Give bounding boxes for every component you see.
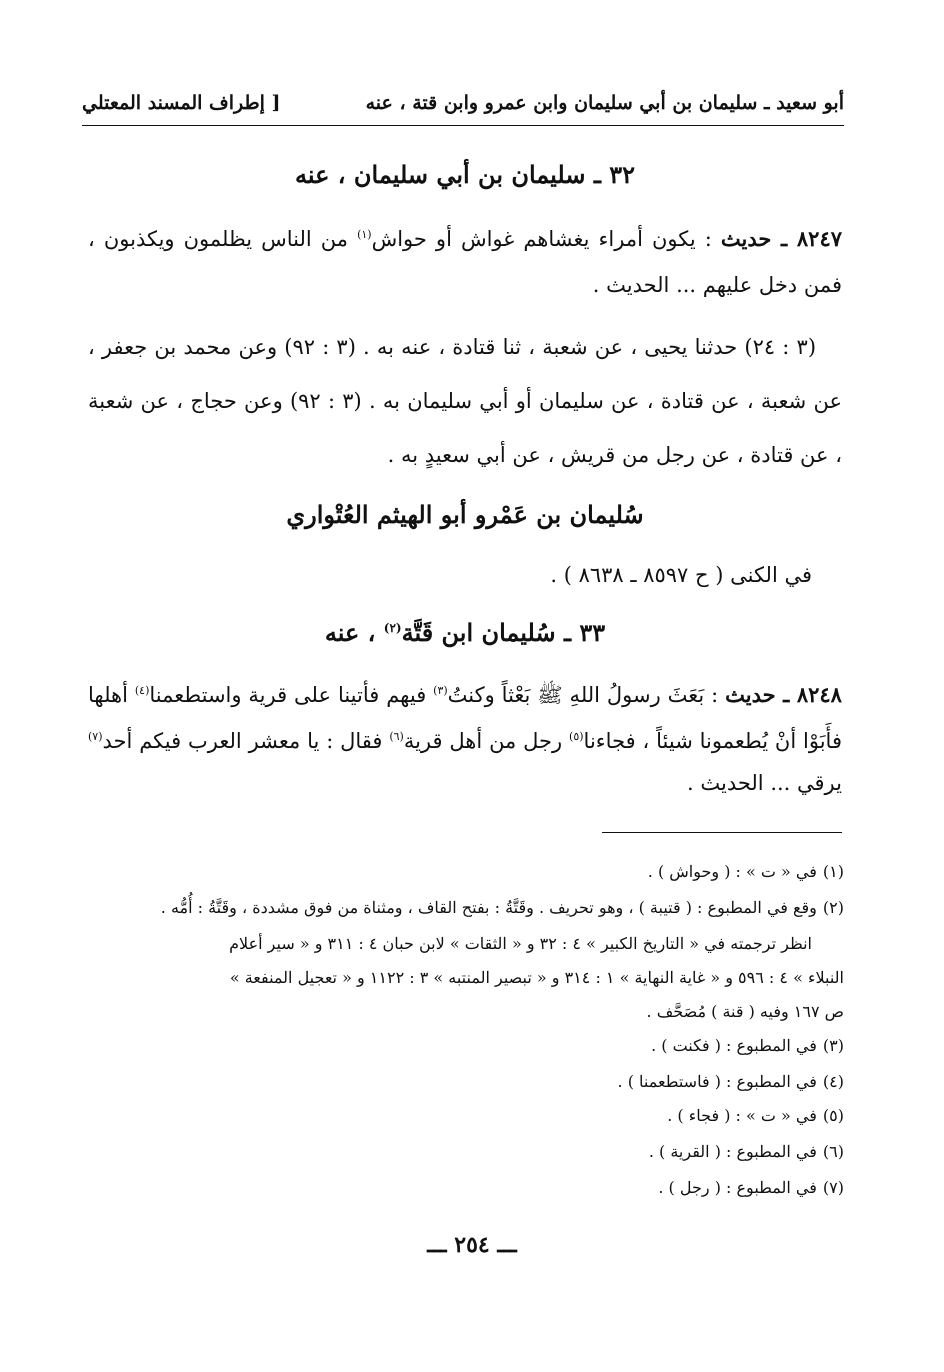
- footnote-7-number: (٧): [822, 1178, 844, 1197]
- page-number: ـــ ٢٥٤ ـــ: [427, 1232, 517, 1258]
- footnote-1: [88, 856, 844, 888]
- hadith-8247-isnad: (٣ : ٢٤) حدثنا يحيى ، عن شعبة ، ثنا قتادة ، عنه به . (٣ : ٩٢) وعن محمد بن جعفر ، عن شعبة ، عن قتادة ، عن سليمان أو أبي سليمان به . (٣ : ٩٢) وعن حجاج ، عن شعبة ، عن قتادة ، عن رجل من قريش ، عن أبي سعيدٍ به .: [88, 335, 842, 467]
- hadith-8248: [88, 670, 842, 804]
- footnote-4: [88, 1066, 844, 1098]
- footnote-ref-2: (٢): [383, 621, 402, 635]
- hadith-8247: [88, 212, 842, 308]
- footnote-6-text: في المطبوع : ( القرية ) .: [648, 1142, 817, 1161]
- section-33-title: [88, 618, 842, 647]
- footnote-2-line-2: انظر ترجمته في « التاريخ الكبير » ٤ : ٣٢ و « الثقات » لابن حبان ٤ : ٣١١ و « سير أعلام: [229, 934, 812, 953]
- footnote-6: [88, 1136, 844, 1168]
- hadith-8248-text-1: : بَعَثَ رسولُ اللهِ ﷺ بَعْثاً وكنتُ: [447, 683, 719, 707]
- header-rule: [82, 125, 844, 126]
- bio-title: سُليمان بن عَمْرو أبو الهيثم العُتْواري: [286, 500, 644, 529]
- footnote-2-line-3: النبلاء » ٤ : ٥٩٦ و « غاية النهاية » ١ : ٣١٤ و « تبصير المنتبه » ٣ : ١١٢٢ و « تعجيل المنفعة »: [229, 968, 844, 987]
- section-32-title: ٣٢ ـ سليمان بن أبي سليمان ، عنه: [295, 160, 635, 189]
- hadith-8248-text-2: فيهم فأتينا على قرية واستطعمنا: [149, 683, 427, 707]
- footnote-3: [88, 1030, 844, 1062]
- footnote-ref-7: (٧): [88, 730, 103, 743]
- footnote-2-number: (٢): [822, 898, 844, 917]
- footnote-separator: [602, 832, 842, 833]
- header-book-title: [ إطراف المسند المعتلي: [82, 92, 281, 114]
- footnote-2-line-4: ص ١٦٧ وفيه ( قنة ) مُصَحَّف .: [646, 1002, 844, 1021]
- footnote-ref-4: (٤): [134, 684, 150, 697]
- footnote-7: [88, 1172, 844, 1204]
- footnote-1-text: في « ت » : ( وحواش ) .: [647, 862, 817, 881]
- hadith-8248-text-4: رجل من أهل قرية: [403, 729, 563, 753]
- hadith-8248-text-5: فقال : يا معشر العرب فيكم أحد: [102, 729, 383, 753]
- section-33-title-a: ٣٣ ـ سُليمان ابن قَتَّة: [401, 618, 606, 647]
- hadith-8247-text-2: من الناس يظلمون ويكذبون ، فمن دخل عليهم ... الحديث .: [88, 227, 842, 297]
- footnote-5: [88, 1100, 844, 1132]
- footnote-2-text: وقع في المطبوع : ( قتيبة ) ، وهو تحريف . وقَتَّةُ : بفتح القاف ، ومثناة من فوق مشددة ، وقَتَّةُ : أُمُّه .: [160, 898, 817, 917]
- footnote-5-text: في « ت » : ( فجاء ) .: [667, 1106, 817, 1125]
- footnote-7-text: في المطبوع : ( رجل ) .: [658, 1178, 817, 1197]
- hadith-8247-text-1: : يكون أمراء يغشاهم غواش أو حواش: [371, 227, 712, 251]
- footnote-3-text: في المطبوع : ( فكنت ) .: [651, 1036, 817, 1055]
- footnote-ref-1: (١): [357, 228, 372, 241]
- hadith-8248-text-6: يرقي ... الحديث .: [687, 771, 842, 795]
- footnote-5-number: (٥): [822, 1106, 844, 1125]
- hadith-8248-text-3: أهلها فأَبَوْا أنْ يُطعمونا شيئاً ، فجاءنا: [88, 683, 842, 753]
- footnote-6-number: (٦): [822, 1142, 844, 1161]
- footnote-2: [88, 892, 844, 924]
- footnote-4-number: (٤): [822, 1072, 844, 1091]
- footnote-ref-5: (٥): [569, 730, 584, 743]
- header-title: أبو سعيد ـ سليمان بن أبي سليمان وابن عمرو وابن قتة ، عنه: [365, 92, 844, 114]
- footnote-3-number: (٣): [822, 1036, 844, 1055]
- hadith-8248-number: ٨٢٤٨ ـ حديث: [725, 682, 842, 707]
- hadith-8247-number: ٨٢٤٧ ـ حديث: [720, 226, 843, 251]
- section-33-title-b: ، عنه: [324, 618, 376, 647]
- bio-reference: في الكنى ( ح ٨٥٩٧ ـ ٨٦٣٨ ) .: [550, 563, 812, 587]
- running-header: [82, 88, 844, 126]
- footnote-ref-6: (٦): [389, 730, 404, 743]
- footnote-4-text: في المطبوع : ( فاستطعمنا ) .: [617, 1072, 817, 1091]
- footnote-1-number: (١): [822, 862, 844, 881]
- footnote-ref-3: (٣): [433, 684, 448, 697]
